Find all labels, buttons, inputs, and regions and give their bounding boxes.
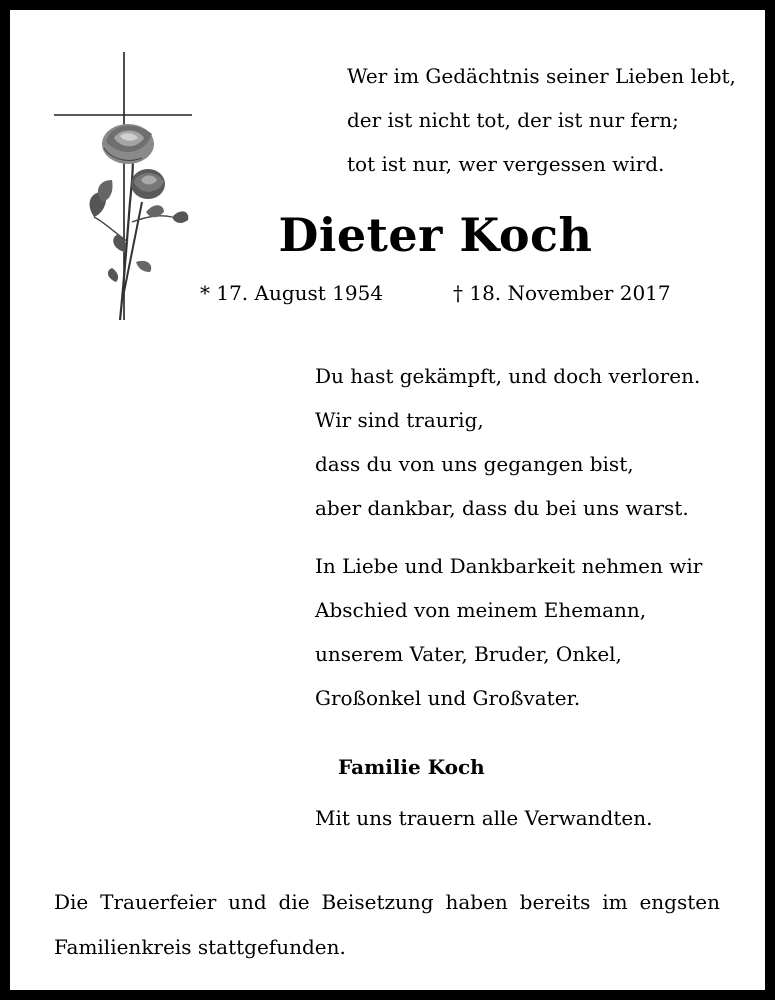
motto-line: tot ist nur, wer vergessen wird.: [347, 152, 665, 176]
cross-with-roses-image: [54, 52, 194, 322]
motto-line: Wer im Gedächtnis seiner Lieben lebt,: [347, 64, 736, 88]
farewell-line: Abschied von meinem Ehemann,: [315, 598, 647, 622]
farewell-line: unserem Vater, Bruder, Onkel,: [315, 642, 622, 666]
motto-line: der ist nicht tot, der ist nur fern;: [347, 108, 679, 132]
verse-line: dass du von uns gegangen bist,: [315, 452, 634, 476]
death-date: † 18. November 2017: [453, 281, 671, 305]
family-signature: Familie Koch: [338, 755, 485, 779]
motto-quote: [347, 54, 736, 186]
mourners-line: Mit uns trauern alle Verwandten.: [315, 806, 653, 830]
farewell-line: Großonkel und Großvater.: [315, 686, 581, 710]
verse-line: aber dankbar, dass du bei uns warst.: [315, 496, 689, 520]
deceased-name: Dieter Koch: [278, 208, 593, 262]
farewell-block: [315, 544, 702, 720]
verse-line: Wir sind traurig,: [315, 408, 484, 432]
farewell-line: In Liebe und Dankbarkeit nehmen wir: [315, 554, 703, 578]
funeral-notice: Die Trauerfeier und die Beisetzung haben bereits im engsten Familienkreis stattgefunden.: [54, 890, 720, 959]
verse-line: Du hast gekämpft, und doch verloren.: [315, 364, 701, 388]
verse-block: [315, 354, 700, 530]
birth-date: * 17. August 1954: [200, 281, 384, 305]
